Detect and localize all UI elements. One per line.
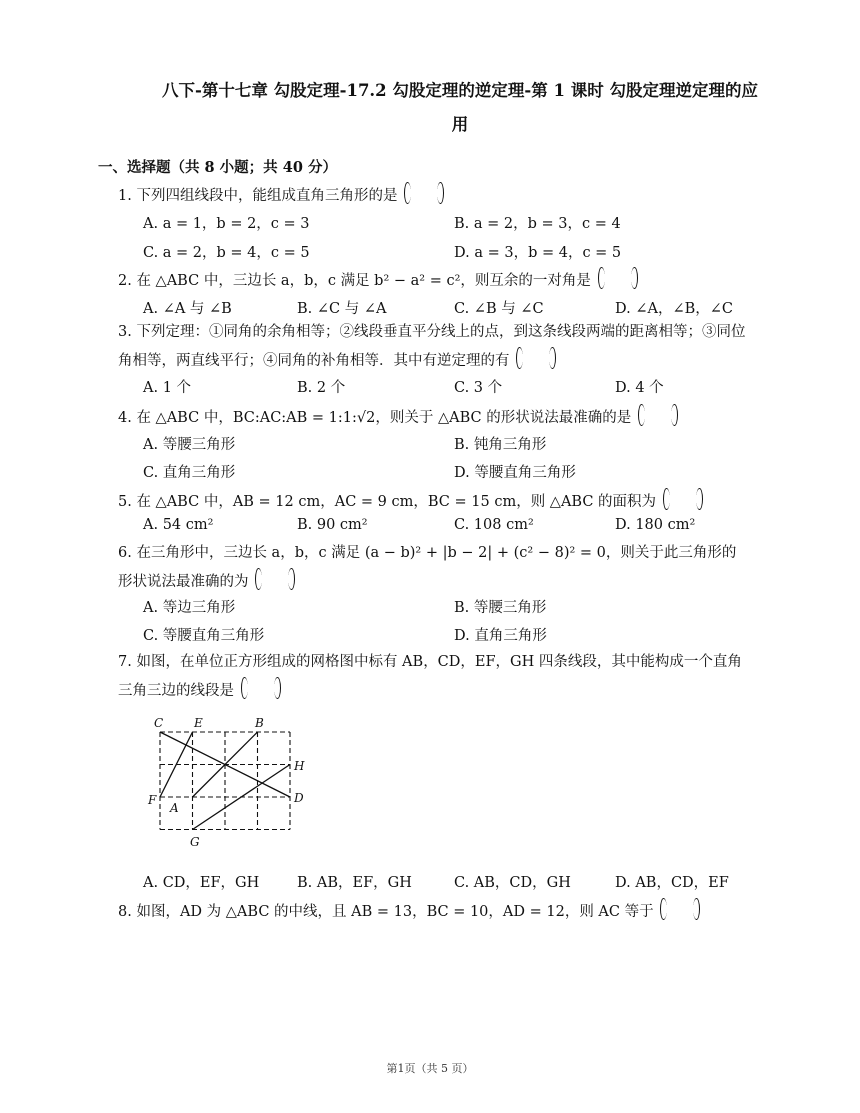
label-h: H bbox=[294, 759, 305, 773]
option-d: D. ∠A，∠B，∠C bbox=[615, 301, 733, 317]
option-a: A. ∠A 与 ∠B bbox=[143, 301, 232, 317]
answer-bracket bbox=[239, 679, 283, 697]
answer-bracket bbox=[253, 570, 297, 588]
option-d: D. AB，CD，EF bbox=[615, 875, 729, 891]
option-b: B. a = 2，b = 3，c = 4 bbox=[454, 216, 621, 232]
option-a: A. 1 个 bbox=[143, 380, 192, 396]
question-number: 1. bbox=[118, 188, 132, 204]
page-title bbox=[110, 74, 810, 142]
option-b: B. 2 个 bbox=[297, 380, 346, 396]
question-number: 8. bbox=[118, 904, 132, 920]
answer-bracket bbox=[514, 349, 558, 367]
question-text: 在 △ABC 中，AB = 12 cm，AC = 9 cm，BC = 15 cm，则 △ABC 的面积为 bbox=[136, 494, 657, 510]
answer-bracket bbox=[661, 490, 705, 508]
dashed-grid bbox=[160, 732, 290, 830]
option-c: C. AB，CD，GH bbox=[454, 875, 571, 891]
option-c: C. 3 个 bbox=[454, 380, 503, 396]
question-3 bbox=[118, 318, 748, 376]
option-c: C. a = 2，b = 4，c = 5 bbox=[143, 245, 310, 261]
answer-bracket bbox=[596, 269, 640, 287]
option-b: B. ∠C 与 ∠A bbox=[297, 301, 387, 317]
option-c: C. ∠B 与 ∠C bbox=[454, 301, 544, 317]
question-2 bbox=[118, 269, 640, 292]
option-b: B. 等腰三角形 bbox=[454, 600, 547, 616]
option-c: C. 108 cm² bbox=[454, 517, 534, 533]
question-text: 在 △ABC 中，BC:AC:AB = 1:1:√2，则关于 △ABC 的形状说法最准确的是 bbox=[136, 410, 632, 426]
option-c: C. 直角三角形 bbox=[143, 465, 236, 481]
answer-bracket bbox=[402, 184, 446, 202]
question-text: 下列四组线段中，能组成直角三角形的是 bbox=[136, 188, 398, 204]
page-footer: 第1页（共 5 页） bbox=[386, 1062, 474, 1075]
label-f: F bbox=[148, 793, 157, 807]
title-line-2: 用 bbox=[451, 115, 469, 134]
section-heading: 一、选择题（共 8 小题；共 40 分） bbox=[98, 159, 337, 176]
option-d: D. a = 3，b = 4，c = 5 bbox=[454, 245, 622, 261]
question-number: 2. bbox=[118, 273, 132, 289]
label-g: G bbox=[190, 835, 200, 849]
option-d: D. 4 个 bbox=[615, 380, 664, 396]
label-a: A bbox=[170, 801, 179, 815]
question-number: 6. bbox=[118, 545, 132, 561]
title-line-1: 八下-第十七章 勾股定理-17.2 勾股定理的逆定理-第 1 课时 勾股定理逆定理的应 bbox=[162, 81, 758, 100]
grid-figure bbox=[140, 712, 320, 852]
option-a: A. 等腰三角形 bbox=[143, 437, 236, 453]
question-number: 4. bbox=[118, 410, 132, 426]
question-number: 3. bbox=[118, 324, 132, 340]
question-number: 5. bbox=[118, 494, 132, 510]
option-a: A. 54 cm² bbox=[143, 517, 214, 533]
option-a: A. CD，EF，GH bbox=[143, 875, 260, 891]
question-7 bbox=[118, 648, 748, 706]
label-b: B bbox=[255, 716, 264, 730]
question-text: 在三角形中，三边长 a，b，c 满足 (a − b)² + |b − 2| + (c² − 8)² = 0，则关于此三角形的形状说法最准确的为 bbox=[118, 545, 737, 590]
question-text: 如图，AD 为 △ABC 的中线，且 AB = 13，BC = 10，AD = 12，则 AC 等于 bbox=[136, 904, 654, 920]
label-c: C bbox=[154, 716, 164, 730]
label-e: E bbox=[194, 716, 203, 730]
answer-bracket bbox=[636, 406, 680, 424]
option-a: A. a = 1，b = 2，c = 3 bbox=[143, 216, 310, 232]
question-4 bbox=[118, 406, 680, 429]
question-text: 在 △ABC 中，三边长 a，b，c 满足 b² − a² = c²，则互余的一对角是 bbox=[136, 273, 591, 289]
answer-bracket bbox=[658, 900, 702, 918]
question-text: 下列定理：①同角的余角相等；②线段垂直平分线上的点，到这条线段两端的距离相等；③同位角相等，两直线平行；④同角的补角相等．其中有逆定理的有 bbox=[118, 324, 746, 369]
question-number: 7. bbox=[118, 654, 132, 670]
question-8 bbox=[118, 900, 702, 923]
option-a: A. 等边三角形 bbox=[143, 600, 236, 616]
option-b: B. AB，EF，GH bbox=[297, 875, 412, 891]
option-d: D. 等腰直角三角形 bbox=[454, 465, 576, 481]
option-c: C. 等腰直角三角形 bbox=[143, 628, 265, 644]
option-d: D. 直角三角形 bbox=[454, 628, 547, 644]
question-6 bbox=[118, 539, 748, 597]
option-b: B. 90 cm² bbox=[297, 517, 368, 533]
label-d: D bbox=[294, 791, 304, 805]
question-5 bbox=[118, 490, 705, 513]
question-1 bbox=[118, 184, 446, 207]
option-d: D. 180 cm² bbox=[615, 517, 696, 533]
question-text: 如图，在单位正方形组成的网格图中标有 AB，CD，EF，GH 四条线段，其中能构成一个直角三角三边的线段是 bbox=[118, 654, 742, 699]
option-b: B. 钝角三角形 bbox=[454, 437, 547, 453]
